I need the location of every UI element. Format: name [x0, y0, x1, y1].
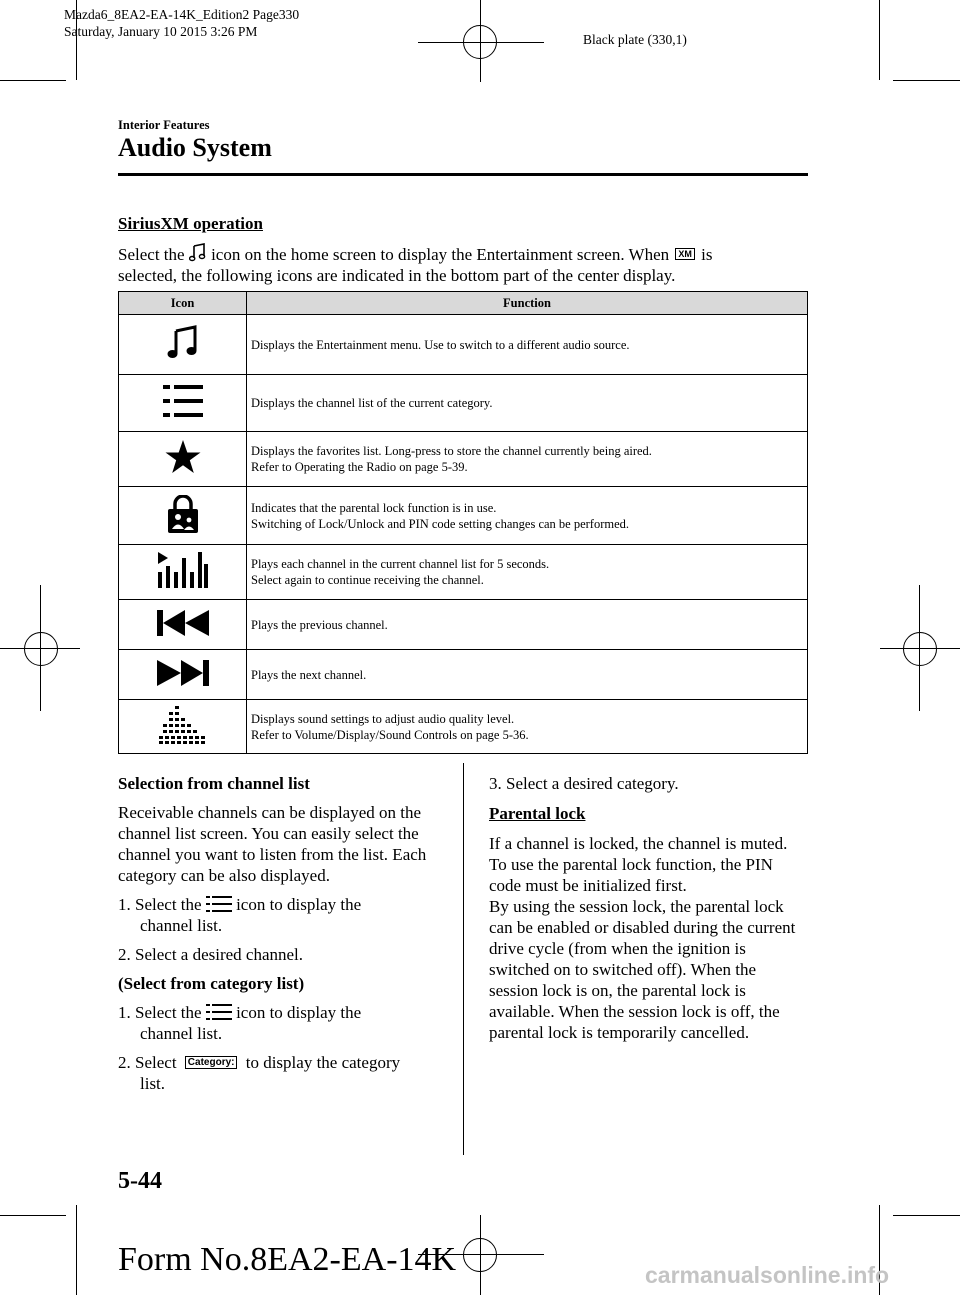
right-column — [489, 773, 809, 1043]
table-function-cell: Indicates that the parental lock function is in use. Switching of Lock/Unlock and PIN code setting changes can be performed. — [247, 487, 808, 545]
table-icon-cell — [119, 650, 247, 700]
music-note-icon — [167, 325, 199, 361]
form-number: Form No.8EA2-EA-14K — [118, 1241, 457, 1278]
step-select-channel: 2. Select a desired channel. — [118, 945, 304, 964]
title-rule — [118, 173, 808, 176]
sound-settings-icon — [159, 706, 207, 744]
icon-function-table — [118, 291, 808, 754]
channel-list-icon — [163, 383, 203, 419]
category-button-icon: Category: — [185, 1056, 238, 1069]
page-title: Audio System — [118, 133, 272, 162]
print-job-info — [64, 6, 299, 40]
step-select-list-icon: 1. Select the icon to display the channel list. — [118, 895, 362, 935]
table-function-cell: Plays the previous channel. — [247, 600, 808, 650]
table-function-cell: Displays the Entertainment menu. Use to switch to a different audio source. — [247, 315, 808, 375]
music-note-icon — [189, 243, 207, 263]
table-row — [119, 650, 808, 700]
table-row — [119, 315, 808, 375]
parental-lock-icon — [168, 495, 198, 533]
page-number: 5-44 — [118, 1168, 162, 1194]
print-job-line-1: Mazda6_8EA2-EA-14K_Edition2 Page330 — [64, 7, 300, 22]
intro-text-1: Select the — [118, 245, 185, 264]
watermark: carmanualsonline.info — [645, 1262, 890, 1288]
table-header-icon: Icon — [119, 292, 247, 315]
category-list-heading: (Select from category list) — [118, 974, 305, 993]
left-column — [118, 773, 438, 1094]
siriusxm-intro — [118, 243, 808, 286]
intro-text-3: is — [701, 245, 713, 264]
table-row — [119, 375, 808, 432]
print-job-line-2: Saturday, January 10 2015 3:26 PM — [64, 24, 258, 39]
table-icon-cell — [119, 700, 247, 754]
table-icon-cell — [119, 487, 247, 545]
table-row — [119, 545, 808, 600]
table-function-cell: Plays each channel in the current channel list for 5 seconds. Select again to continue receiving the channel. — [247, 545, 808, 600]
table-row — [119, 487, 808, 545]
step-select-list-icon-2: 1. Select the icon to display the channel list. — [118, 1003, 362, 1043]
plate-label: Black plate (330,1) — [583, 32, 687, 47]
previous-channel-icon — [157, 610, 209, 636]
table-row — [119, 600, 808, 650]
step-select-category: 2. Select Category: to display the category list. — [118, 1053, 401, 1093]
channel-list-heading: Selection from channel list — [118, 774, 310, 793]
star-icon — [165, 440, 201, 474]
table-icon-cell — [119, 315, 247, 375]
table-header-function: Function — [247, 292, 808, 315]
table-function-cell: Displays sound settings to adjust audio quality level. Refer to Volume/Display/Sound Controls on page 5-36. — [247, 700, 808, 754]
table-function-cell: Displays the favorites list. Long-press to store the channel currently being aired. Refer to Operating the Radio on page 5-39. — [247, 432, 808, 487]
scan-icon — [158, 552, 208, 588]
next-channel-icon — [157, 660, 209, 686]
parental-lock-heading: Parental lock — [489, 804, 586, 823]
table-header-row — [119, 292, 808, 315]
table-icon-cell — [119, 600, 247, 650]
channel-list-icon — [206, 1003, 232, 1021]
table-row — [119, 700, 808, 754]
intro-text-2: icon on the home screen to display the Entertainment screen. When — [211, 245, 670, 264]
column-divider — [463, 763, 464, 1155]
table-function-cell: Plays the next channel. — [247, 650, 808, 700]
table-icon-cell — [119, 375, 247, 432]
section-label: Interior Features — [118, 118, 210, 132]
table-function-cell: Displays the channel list of the current category. — [247, 375, 808, 432]
intro-text-4: selected, the following icons are indicated in the bottom part of the center display. — [118, 266, 676, 285]
siriusxm-heading: SiriusXM operation — [118, 214, 263, 233]
step-select-desired-category: 3. Select a desired category. — [489, 774, 679, 793]
channel-list-icon — [206, 895, 232, 913]
xm-source-icon: XM — [675, 248, 695, 260]
parental-lock-paragraph: If a channel is locked, the channel is muted. To use the parental lock function, the PIN code must be initialized first. By using the session lock, the parental lock can be enabled or disabled during the current drive cycle (from when the ignition is switched on to switched off). When the session lock is on, the parental lock is available. When the session lock is off, the parental lock is temporarily cancelled. — [489, 834, 796, 1042]
table-icon-cell — [119, 432, 247, 487]
channel-list-paragraph: Receivable channels can be displayed on the channel list screen. You can easily select the channel you want to listen from the list. Each category can be also displayed. — [118, 803, 427, 885]
table-row — [119, 432, 808, 487]
table-icon-cell — [119, 545, 247, 600]
